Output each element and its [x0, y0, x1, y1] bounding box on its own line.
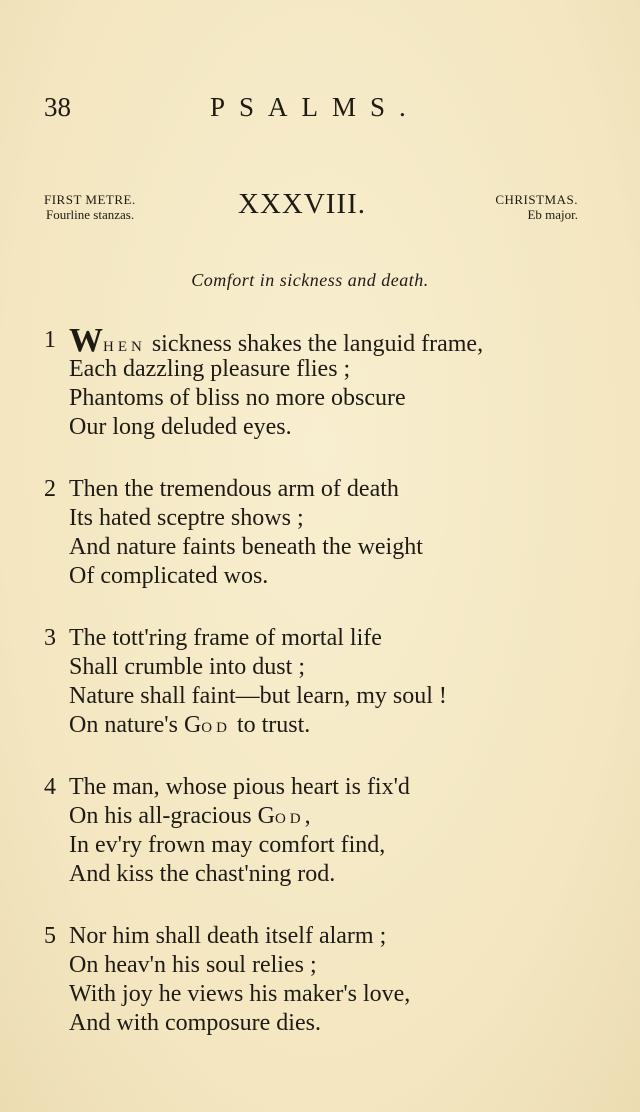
tune-info — [495, 192, 578, 222]
verse-line: Of complicated wos. — [69, 563, 269, 589]
verse-line: Shall crumble into dust ; — [69, 654, 305, 680]
verse-line: Nature shall faint—but learn, my soul ! — [69, 683, 447, 709]
stanza-form: Fourline stanzas. — [46, 207, 135, 222]
verse-text: On his all-gracious G — [69, 803, 275, 829]
stanza-number: 4 — [44, 774, 56, 800]
verse-line: Phantoms of bliss no more obscure — [69, 385, 406, 411]
smallcaps-text: OD — [274, 811, 305, 827]
metre-label: FIRST METRE. — [44, 192, 136, 207]
verse-line: With joy he views his maker's love, — [69, 981, 411, 1007]
verse-text: sickness shakes the languid frame, — [145, 331, 484, 357]
tune-key: Eb major. — [527, 207, 578, 222]
smallcaps-text: OD — [201, 720, 231, 736]
verse-line: Each dazzling pleasure flies ; — [69, 356, 351, 382]
verse-line: The man, whose pious heart is fix'd — [69, 774, 410, 800]
verse-line: And with composure dies. — [69, 1010, 321, 1036]
running-title: PSALMS. — [210, 92, 420, 122]
stanza-number: 1 — [44, 327, 56, 353]
running-head — [0, 92, 640, 132]
verse-line: And nature faints beneath the weight — [69, 534, 423, 560]
verse-line: In ev'ry frown may comfort find, — [69, 832, 386, 858]
verse-line: Our long deluded eyes. — [69, 414, 292, 440]
stanza-number: 3 — [44, 625, 56, 651]
verse-line: Its hated sceptre shows ; — [69, 505, 304, 531]
verse-line — [69, 711, 310, 743]
verse-text: , — [304, 803, 311, 829]
verse-text: On nature's G — [69, 712, 202, 738]
drop-initial: W — [69, 322, 103, 359]
verse-line — [69, 802, 311, 834]
verse-line: On heav'n his soul relies ; — [69, 952, 317, 978]
stanza-number: 2 — [44, 476, 56, 502]
verse-line: Then the tremendous arm of death — [69, 476, 399, 502]
verse-line: Nor him shall death itself alarm ; — [69, 923, 387, 949]
page-number: 38 — [44, 92, 71, 122]
tune-name: CHRISTMAS. — [495, 192, 578, 207]
verse-text: to trust. — [230, 712, 311, 738]
verse-line: The tott'ring frame of mortal life — [69, 625, 382, 651]
verse-line: And kiss the chast'ning rod. — [69, 861, 336, 887]
smallcaps-text: HEN — [103, 339, 146, 355]
psalm-numeral: XXXVIII. — [238, 188, 366, 220]
stanza-number: 5 — [44, 923, 56, 949]
psalm-subtitle: Comfort in sickness and death. — [191, 270, 429, 290]
